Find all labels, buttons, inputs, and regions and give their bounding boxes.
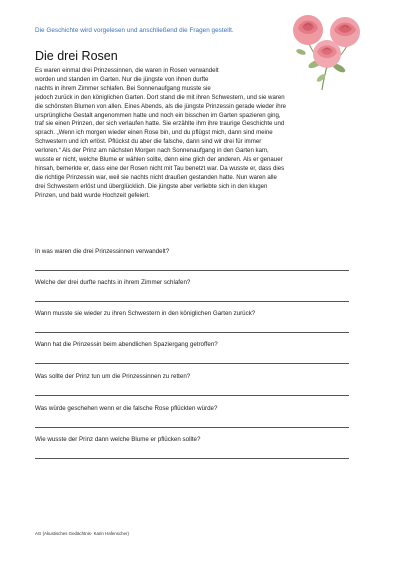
story-line: Es waren einmal drei Prinzessinnen, die waren in Rosen verwandelt	[35, 67, 219, 74]
story-line: die schönsten Blumen von allen. Eines Abends, als die jüngste Prinzessin gerade wieder ihre	[35, 102, 287, 110]
question-1: In was waren die drei Prinzessinnen verwandelt?	[35, 248, 170, 255]
instruction-text: Die Geschichte wird vorgelesen und anschließend die Fragen gestellt.	[35, 27, 234, 34]
answer-line-1[interactable]	[35, 270, 349, 271]
story-line: wusste er nicht, welche Blume er wählen sollte, denn eine glich der anderen. Als er genauer	[35, 156, 283, 164]
answer-line-5[interactable]	[35, 395, 349, 396]
answer-line-2[interactable]	[35, 301, 349, 302]
story-line: Schwestern und ich erlöst. Pflückst du aber die falsche, dann sind wir drei für immer	[35, 138, 262, 146]
question-7: Wie wusste der Prinz dann welche Blume er pflücken sollte?	[35, 436, 201, 443]
question-5: Was sollte der Prinz tun um die Prinzessinnen zu retten?	[35, 373, 191, 380]
story-line: traf sie einen Prinzen, der sich verlaufen hatte. Sie erzählte ihm ihre traurige Geschichte und	[35, 120, 285, 128]
story-line: hinsah, bemerkte er, dass eine der Rosen nicht mit Tau benetzt war. Da wusste er, dass dies	[35, 164, 285, 172]
story-line: worden und standen im Garten. Nur die jüngste von ihnen durfte	[35, 75, 209, 83]
answer-line-4[interactable]	[35, 363, 349, 364]
question-6: Was würde geschehen wenn er die falsche Rose pflückten würde?	[35, 405, 218, 412]
story-line: nachts in ihrem Zimmer schlafen. Bei Sonnenaufgang musste sie	[35, 84, 211, 92]
story-line: drei Schwestern erlöst und überglücklich. Die jüngste aber verliebte sich in den klugen	[35, 182, 268, 190]
answer-line-7[interactable]	[35, 458, 349, 459]
story-line: sprach. „Wenn ich morgen wieder einen Rose bin, und du pflügst mich, dann sind meine	[35, 129, 273, 137]
answer-line-3[interactable]	[35, 332, 349, 333]
question-4: Wann hat die Prinzessin beim abendlichen Spaziergang getroffen?	[35, 341, 218, 348]
story-title: Die drei Rosen	[35, 49, 118, 63]
story-line: die richtige Prinzessin war, weil sie nachts nicht draußen gestanden hatte. Nun waren alle	[35, 173, 277, 181]
answer-line-6[interactable]	[35, 427, 349, 428]
story-line: jedoch zurück in den königlichen Garten. Dort stand die mit ihren Schwestern, und sie waren	[35, 93, 285, 101]
story-line: ursprüngliche Gestalt angenommen hatte und noch ein bisschen im Garten spazieren ging,	[35, 111, 281, 119]
question-2: Welche der drei durfte nachts in ihrem Zimmer schlafen?	[35, 279, 191, 286]
story-line: verloren.“ Als der Prinz am nächsten Morgen nach Sonnenaufgang in den Garten kam,	[35, 147, 269, 155]
question-3: Wann musste sie wieder zu ihren Schwestern in den königlichen Garten zurück?	[35, 310, 256, 317]
story-line: Prinzen, und bald wurde Hochzeit gefeiert.	[35, 191, 150, 199]
story-text	[35, 67, 371, 201]
footer-credit: AG (Akustisches Gedächtnis- Karin Hafenscher)	[35, 531, 129, 536]
